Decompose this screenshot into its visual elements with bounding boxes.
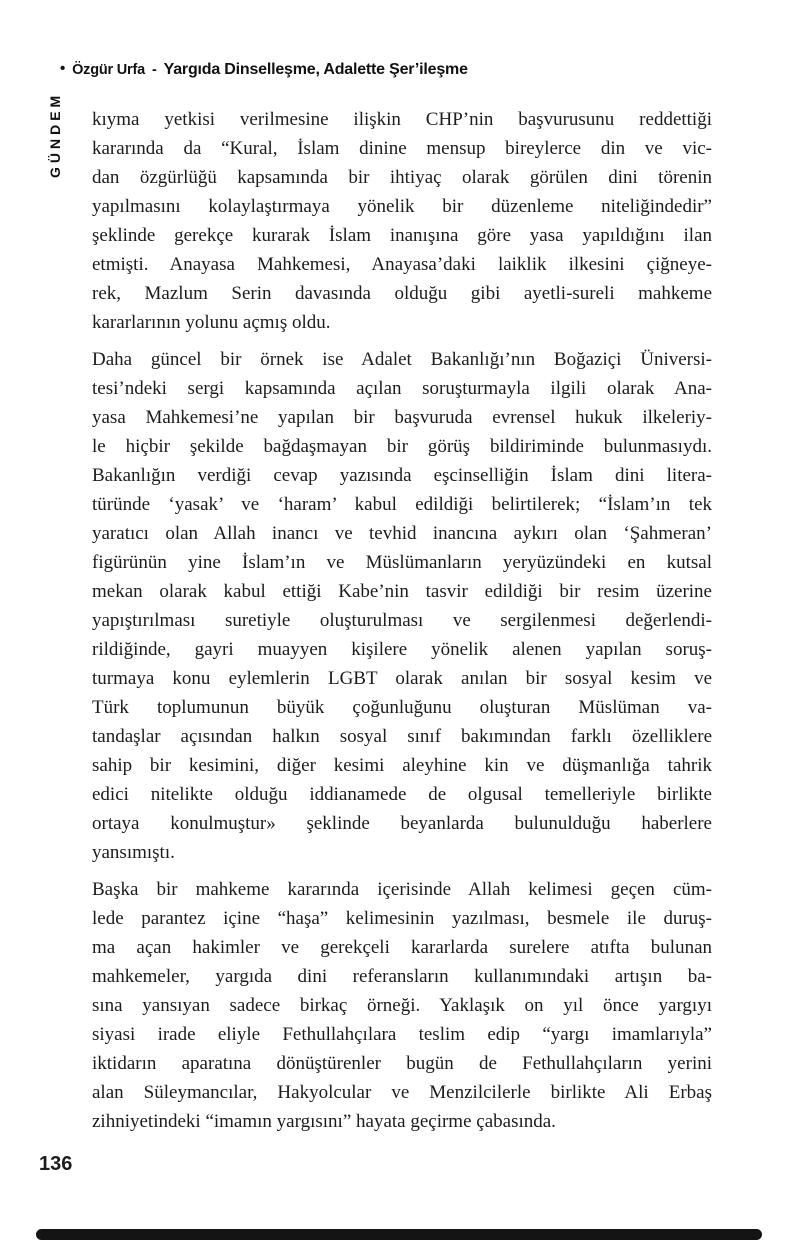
text-line: tandaşlar açısından halkın sosyal sınıf bakımından farklı özelliklere [92,726,712,747]
text-line: etmişti. Anayasa Mahkemesi, Anayasa’daki laiklik ilkesini çiğneye- [92,254,712,275]
paragraph [92,875,712,1136]
paragraph [92,105,712,337]
header-separator: - [151,62,157,78]
text-line: zihniyetindeki “imamın yargısını” hayata geçirme çabasında. [92,1111,556,1132]
text-line: kararlarının yolunu açmış oldu. [92,312,331,333]
text-line: mahkemeler, yargıda dini referansların kullanımındaki artışın ba- [92,966,712,987]
text-line: ortaya konulmuştur» şeklinde beyanlarda bulunulduğu haberlere [92,813,712,834]
text-line: Bakanlığın verdiği cevap yazısında eşcinselliğin İslam dini litera- [92,465,712,486]
text-line: yapıştırılması suretiyle oluşturulması ve sergilenmesi değerlendi- [92,610,712,631]
text-line: sahip bir kesimini, diğer kesimi aleyhine kin ve düşmanlığa tahrik [92,755,712,776]
header-chapter-title: Yargıda Dinselleşme, Adalette Şer’ileşme [163,61,468,78]
running-header [60,61,468,79]
text-line: mekan olarak kabul ettiği Kabe’nin tasvir edildiği bir resim üzerine [92,581,712,602]
text-line: yansımıştı. [92,842,175,863]
header-author: Özgür Urfa [72,62,145,78]
text-line: şeklinde gerekçe kurarak İslam inanışına göre yasa yapıldığını ilan [92,225,712,246]
text-line: lede parantez içine “haşa” kelimesinin yazılması, besmele ile duruş- [92,908,712,929]
section-label-gundem: GÜNDEM [47,91,63,178]
text-line: yasa Mahkemesi’ne yapılan bir başvuruda evrensel hukuk ilkeleriy- [92,407,712,428]
text-line: Türk toplumunun büyük çoğunluğunu oluşturan Müslüman va- [92,697,712,718]
paragraph [92,345,712,867]
bottom-gesture-bar[interactable] [36,1229,762,1240]
text-line: ma açan hakimler ve gerekçeli kararlarda surelere atıfta bulunan [92,937,712,958]
text-line: yaratıcı olan Allah inancı ve tevhid inancına aykırı olan ‘Şahmeran’ [92,523,712,544]
text-line: sına yansıyan sadece birkaç örneği. Yaklaşık on yıl önce yargıyı [92,995,712,1016]
header-bullet-icon: • [60,60,66,77]
text-line: yapılmasını kolaylaştırmaya yönelik bir düzenleme niteliğindedir” [92,196,712,217]
text-line: Başka bir mahkeme kararında içerisinde Allah kelimesi geçen cüm- [92,879,712,900]
text-line: kararında da “Kural, İslam dinine mensup bireylerce din ve vic- [92,138,712,159]
text-line: rildiğinde, gayri muayyen kişilere yönelik alenen yapılan soruş- [92,639,712,660]
body-text [92,105,712,1144]
text-line: Daha güncel bir örnek ise Adalet Bakanlığı’nın Boğaziçi Üniversi- [92,349,712,370]
text-line: siyasi irade eliyle Fethullahçılara teslim edip “yargı imamlarıyla” [92,1024,712,1045]
text-line: kıyma yetkisi verilmesine ilişkin CHP’nin başvurusunu reddettiği [92,109,712,130]
text-line: türünde ‘yasak’ ve ‘haram’ kabul edildiği belirtilerek; “İslam’ın tek [92,494,712,515]
text-line: tesi’ndeki sergi kapsamında açılan soruşturmayla ilgili olarak Ana- [92,378,712,399]
text-line: iktidarın aparatına dönüştürenler bugün de Fethullahçıların yerini [92,1053,712,1074]
text-line: dan özgürlüğü kapsamında bir ihtiyaç olarak görülen dini törenin [92,167,712,188]
page-number: 136 [39,1153,73,1175]
text-line: figürünün yine İslam’ın ve Müslümanların yeryüzündeki en kutsal [92,552,712,573]
text-line: rek, Mazlum Serin davasında olduğu gibi ayetli-sureli mahkeme [92,283,712,304]
text-line: le hiçbir şekilde bağdaşmayan bir görüş bildiriminde bulunmasıydı. [92,436,712,457]
text-line: alan Süleymancılar, Hakyolcular ve Menzilcilerle birlikte Ali Erbaş [92,1082,712,1103]
text-line: edici nitelikte olduğu iddianamede de olgusal temelleriyle birlikte [92,784,712,805]
text-line: turmaya konu eylemlerin LGBT olarak anılan bir sosyal kesim ve [92,668,712,689]
